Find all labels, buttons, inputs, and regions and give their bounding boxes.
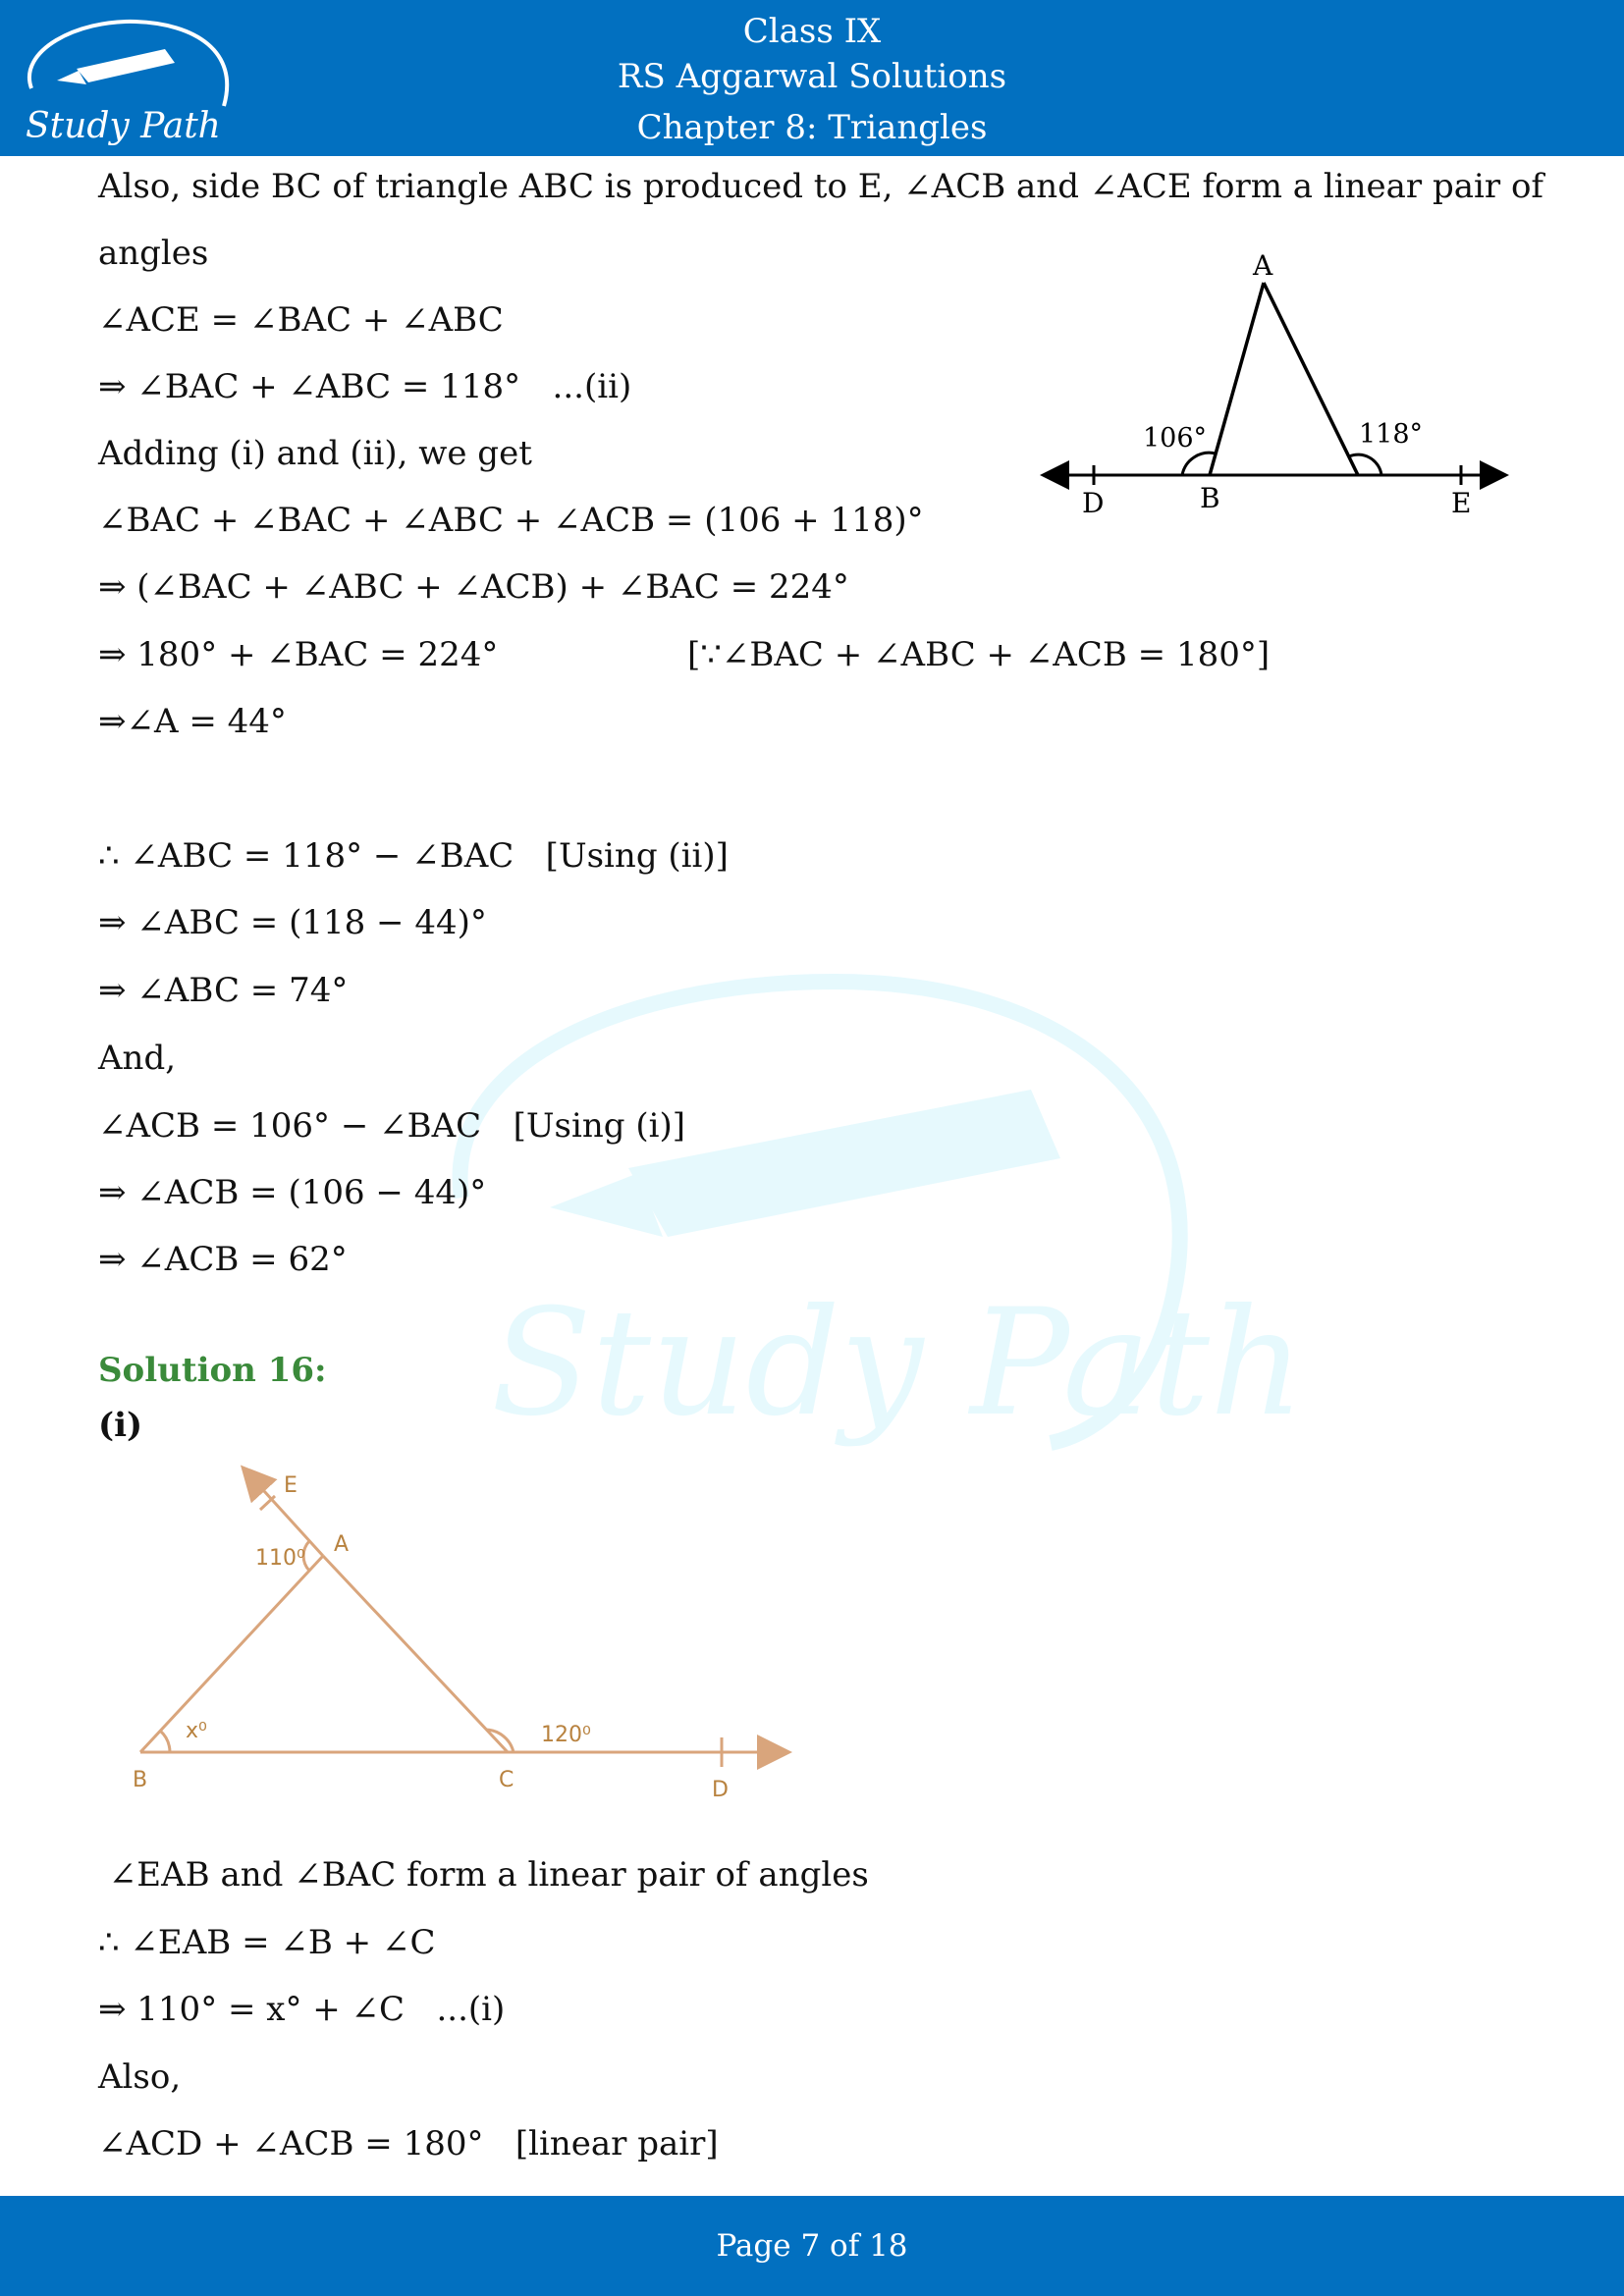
svg-text:E: E bbox=[284, 1473, 298, 1498]
text-line: ⇒ 110° = x° + ∠C ...(i) bbox=[98, 1990, 506, 2029]
book-title: RS Aggarwal Solutions bbox=[617, 57, 1007, 96]
page-prefix: Page bbox=[716, 2228, 801, 2264]
text-line: ∠BAC + ∠BAC + ∠ABC + ∠ACB = (106 + 118)° bbox=[98, 501, 924, 540]
page-header bbox=[0, 0, 1624, 156]
text-line: ⇒ ∠ACB = 62° bbox=[98, 1240, 348, 1279]
text-line: ⇒ (∠BAC + ∠ABC + ∠ACB) + ∠BAC = 224° bbox=[98, 567, 849, 607]
svg-text:110⁰: 110⁰ bbox=[255, 1546, 305, 1571]
solution-heading: Solution 16: bbox=[98, 1351, 327, 1390]
text-line: ⇒∠A = 44° bbox=[98, 702, 287, 741]
part-label: (i) bbox=[98, 1406, 143, 1445]
watermark-logo bbox=[432, 972, 1305, 1482]
svg-text:118°: 118° bbox=[1359, 419, 1424, 450]
reason-text: [∵∠BAC + ∠ABC + ∠ACB = 180°] bbox=[687, 635, 1271, 674]
text-line: ∴ ∠EAB = ∠B + ∠C bbox=[98, 1923, 436, 1962]
text-line: ⇒ ∠ABC = (118 − 44)° bbox=[98, 903, 487, 942]
text-line: ∴ ∠ABC = 118° − ∠BAC [Using (ii)] bbox=[98, 836, 729, 876]
text-line: angles bbox=[98, 234, 209, 273]
text-line: ⇒ ∠ABC = 74° bbox=[98, 971, 349, 1010]
text-line: ⇒ ∠BAC + ∠ABC = 118° ...(ii) bbox=[98, 367, 632, 406]
svg-text:B: B bbox=[133, 1768, 148, 1792]
svg-text:120⁰: 120⁰ bbox=[541, 1723, 591, 1747]
text-line: ⇒ 180° + ∠BAC = 224° bbox=[98, 635, 499, 674]
page-footer bbox=[0, 2196, 1624, 2296]
text-line: Also, bbox=[98, 2057, 182, 2097]
svg-text:C: C bbox=[499, 1768, 514, 1792]
text-line: Adding (i) and (ii), we get bbox=[98, 434, 532, 473]
svg-text:x⁰: x⁰ bbox=[186, 1719, 207, 1743]
svg-text:B: B bbox=[1200, 482, 1220, 514]
text-line: ∠ACE = ∠BAC + ∠ABC bbox=[98, 300, 504, 340]
triangle-figure-2 bbox=[123, 1453, 810, 1806]
svg-text:Study Path: Study Path bbox=[26, 106, 221, 146]
text-line: And, bbox=[98, 1039, 177, 1078]
triangle-figure-1 bbox=[1035, 250, 1516, 525]
svg-text:A: A bbox=[334, 1532, 350, 1557]
svg-text:E: E bbox=[1451, 487, 1472, 519]
class-label: Class IX bbox=[742, 12, 882, 51]
svg-text:A: A bbox=[1253, 249, 1273, 282]
text-line: ⇒ ∠ACB = (106 − 44)° bbox=[98, 1173, 487, 1212]
chapter-title: Chapter 8: Triangles bbox=[636, 108, 988, 147]
text-line: ∠ACD + ∠ACB = 180° [linear pair] bbox=[98, 2124, 719, 2163]
text-line: Also, side BC of triangle ABC is produced to E, ∠ACB and ∠ACE form a linear pair of bbox=[98, 167, 1544, 206]
svg-text:106°: 106° bbox=[1143, 423, 1208, 454]
text-line: ∠EAB and ∠BAC form a linear pair of angles bbox=[98, 1855, 869, 1895]
page-total: 18 bbox=[869, 2228, 908, 2264]
svg-text:D: D bbox=[712, 1778, 729, 1802]
page-number: 7 bbox=[800, 2228, 821, 2264]
text-line: ∠ACB = 106° − ∠BAC [Using (i)] bbox=[98, 1106, 685, 1146]
svg-text:D: D bbox=[1082, 487, 1105, 519]
page-of: of bbox=[820, 2228, 870, 2264]
svg-text:Study Path: Study Path bbox=[491, 1278, 1305, 1449]
